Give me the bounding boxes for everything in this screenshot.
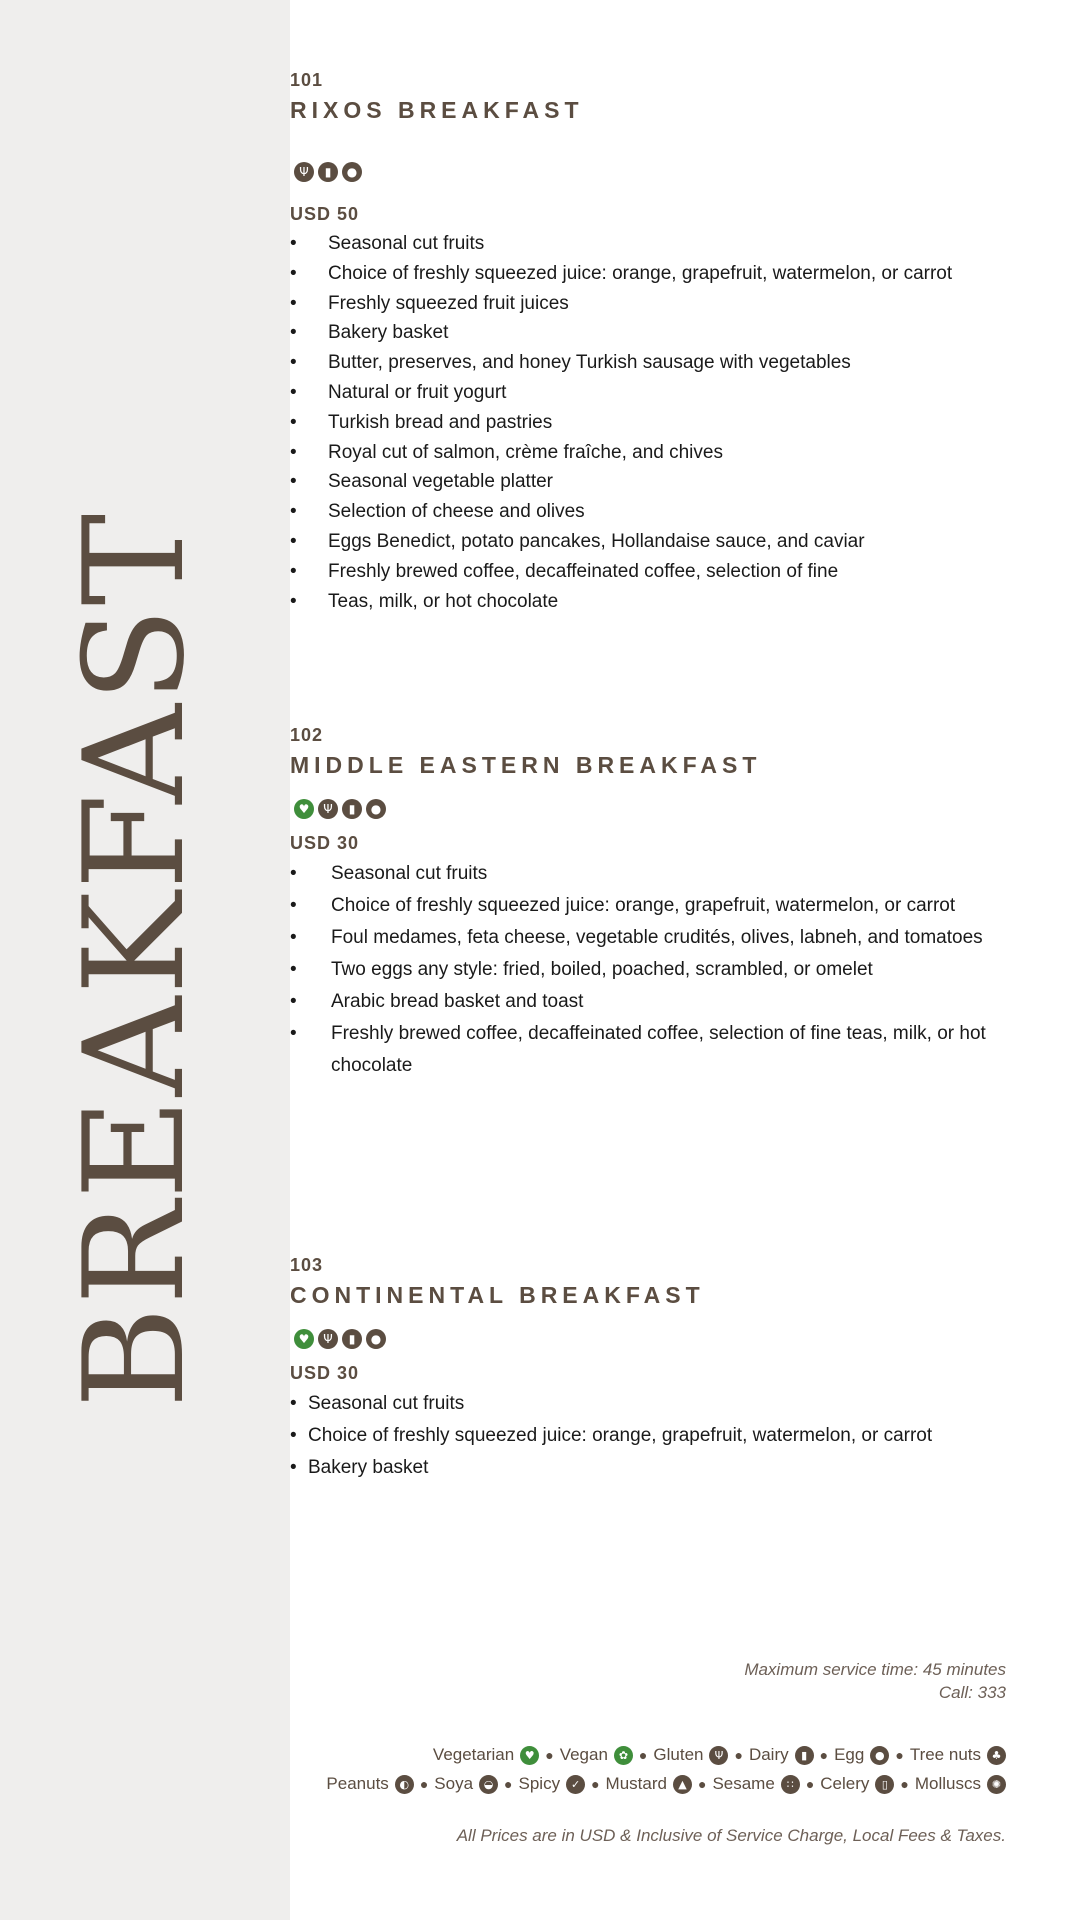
vegan-icon: ✿ xyxy=(614,1746,633,1765)
list-item: • Bakery basket xyxy=(290,322,449,344)
list-item: • Choice of freshly squeezed juice: orange, grapefruit, watermelon, or carrot xyxy=(290,262,953,284)
legend-label: Celery xyxy=(820,1774,870,1793)
menu-item-103 xyxy=(290,1255,1010,1484)
item-name: RIXOS BREAKFAST xyxy=(290,97,584,123)
list-item: • Natural or fruit yogurt xyxy=(290,381,507,403)
list-item: • Two eggs any style: fried, boiled, poached, scrambled, or omelet xyxy=(290,959,873,980)
vegetarian-icon: ♥ xyxy=(520,1746,539,1765)
gluten-icon: Ψ xyxy=(318,799,338,819)
legend-label: Vegetarian xyxy=(432,1745,515,1764)
gluten-icon: Ψ xyxy=(294,162,314,182)
list-item: • Choice of freshly squeezed juice: orange, grapefruit, watermelon, or carrot xyxy=(290,895,956,916)
sesame-icon: ∷ xyxy=(781,1775,800,1794)
list-item: • Royal cut of salmon, crème fraîche, and chives xyxy=(290,441,723,463)
egg-icon: ● xyxy=(366,799,386,819)
gluten-icon: Ψ xyxy=(709,1746,728,1765)
item-name: CONTINENTAL BREAKFAST xyxy=(290,1282,705,1308)
list-item: • Choice of freshly squeezed juice: orange, grapefruit, watermelon, or carrot xyxy=(290,1425,933,1446)
peanuts-icon: ◐ xyxy=(395,1775,414,1794)
menu-item-102 xyxy=(290,725,1010,1082)
dairy-icon: ▮ xyxy=(342,799,362,819)
list-item: • Butter, preserves, and honey Turkish sausage with vegetables xyxy=(290,352,851,374)
item-description-list xyxy=(290,229,1010,616)
list-item: • Selection of cheese and olives xyxy=(290,501,585,523)
list-item: • Arabic bread basket and toast xyxy=(290,991,584,1012)
legend-label: Dairy xyxy=(748,1745,789,1764)
sidebar-panel xyxy=(0,0,290,1920)
dairy-icon: ▮ xyxy=(342,1329,362,1349)
item-price: USD 30 xyxy=(290,833,360,853)
legend-label: Soya xyxy=(434,1774,474,1793)
list-item: • Eggs Benedict, potato pancakes, Hollandaise sauce, and caviar xyxy=(290,530,865,552)
call-number: Call: 333 xyxy=(938,1683,1006,1702)
item-number: 102 xyxy=(290,725,324,745)
service-time: Maximum service time: 45 minutes xyxy=(744,1660,1006,1679)
item-number: 103 xyxy=(290,1255,324,1275)
mustard-icon: ▲ xyxy=(673,1775,692,1794)
egg-icon: ● xyxy=(342,162,362,182)
allergen-legend-row-1: Vegetarian ♥ ● Vegan ✿ ● Gluten Ψ ● Dairy ▮ ● Egg ● ● Tree nuts ♣ xyxy=(433,1745,1006,1765)
dairy-icon: ▮ xyxy=(318,162,338,182)
list-item: • Foul medames, feta cheese, vegetable crudités, olives, labneh, and tomatoes xyxy=(290,927,983,948)
spicy-icon: ✓ xyxy=(566,1775,585,1794)
list-item: • Freshly brewed coffee, decaffeinated coffee, selection of fine teas, milk, or hot chocolate xyxy=(290,1023,986,1076)
soya-icon: ◒ xyxy=(479,1775,498,1794)
vegetarian-icon: ♥ xyxy=(294,1329,314,1349)
egg-icon: ● xyxy=(870,1746,889,1765)
tree-nuts-icon: ♣ xyxy=(987,1746,1006,1765)
list-item: • Freshly squeezed fruit juices xyxy=(290,292,569,314)
legend-label: Egg xyxy=(834,1745,865,1764)
allergen-legend-row-2: Peanuts ◐ ● Soya ◒ ● Spicy ✓ ● Mustard ▲ ● Sesame ∷ ● Celery ▯ ● Molluscs ✺ xyxy=(326,1774,1006,1794)
molluscs-icon: ✺ xyxy=(987,1775,1006,1794)
list-item: • Seasonal cut fruits xyxy=(290,1393,465,1414)
vegetarian-icon: ♥ xyxy=(294,799,314,819)
dairy-icon: ▮ xyxy=(795,1746,814,1765)
legend-label: Gluten xyxy=(653,1745,704,1764)
legend-label: Sesame xyxy=(712,1774,775,1793)
list-item: • Freshly brewed coffee, decaffeinated coffee, selection of fine xyxy=(290,560,839,582)
legend-label: Tree nuts xyxy=(909,1745,981,1764)
legend-label: Peanuts xyxy=(326,1774,389,1793)
legend-label: Spicy xyxy=(518,1774,561,1793)
list-item: • Bakery basket xyxy=(290,1457,429,1478)
egg-icon: ● xyxy=(366,1329,386,1349)
allergen-icons xyxy=(290,162,1010,182)
item-name: MIDDLE EASTERN BREAKFAST xyxy=(290,752,762,778)
allergen-icons xyxy=(290,799,1010,819)
item-description-list xyxy=(290,858,1010,1082)
list-item: • Seasonal cut fruits xyxy=(290,863,488,884)
legend-label: Mustard xyxy=(605,1774,667,1793)
item-price: USD 50 xyxy=(290,204,360,224)
list-item: • Seasonal vegetable platter xyxy=(290,471,553,493)
list-item: • Turkish bread and pastries xyxy=(290,411,553,433)
section-title: BREAKFAST xyxy=(54,511,215,1409)
list-item: • Teas, milk, or hot chocolate xyxy=(290,590,559,612)
legend-label: Vegan xyxy=(559,1745,608,1764)
item-number: 101 xyxy=(290,70,324,90)
celery-icon: ▯ xyxy=(875,1775,894,1794)
menu-item-101 xyxy=(290,70,1010,616)
item-price: USD 30 xyxy=(290,1363,360,1383)
prices-note: All Prices are in USD & Inclusive of Service Charge, Local Fees & Taxes. xyxy=(456,1826,1006,1845)
allergen-icons xyxy=(290,1329,1010,1349)
legend-label: Molluscs xyxy=(914,1774,981,1793)
gluten-icon: Ψ xyxy=(318,1329,338,1349)
list-item: • Seasonal cut fruits xyxy=(290,233,485,254)
item-description-list xyxy=(290,1388,1010,1484)
